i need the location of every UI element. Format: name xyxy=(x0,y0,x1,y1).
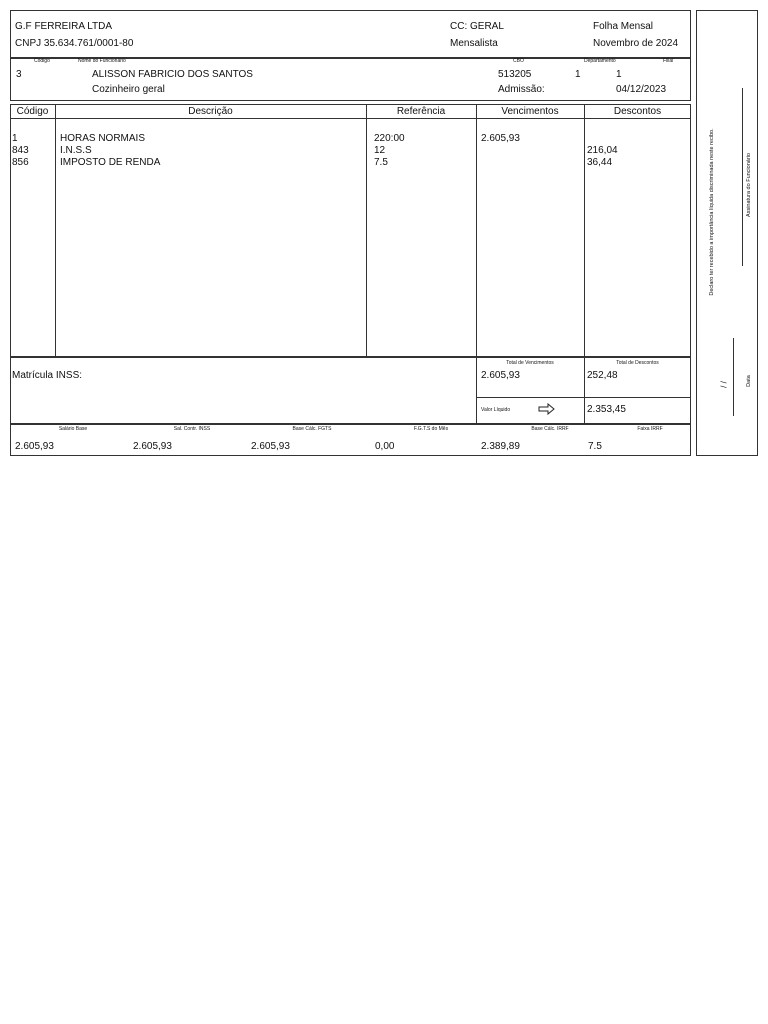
table-header-divider xyxy=(10,118,691,119)
employee-branch: 1 xyxy=(616,69,622,80)
total-deductions: 252,48 xyxy=(587,370,618,381)
employee-cbo: 513205 xyxy=(498,69,532,80)
row-reference: 12 xyxy=(374,145,386,156)
matricula-inss-label: Matrícula INSS: xyxy=(12,370,83,381)
base-label: Salário Base xyxy=(58,426,88,432)
company-cnpj: CNPJ 35.634.761/0001-80 xyxy=(15,38,134,49)
base-value: 2.605,93 xyxy=(251,441,290,452)
admission-date: 04/12/2023 xyxy=(616,84,667,95)
cost-center: CC: GERAL xyxy=(450,21,504,32)
row-reference: 7.5 xyxy=(374,157,388,168)
row-deductions: 216,04 xyxy=(587,145,618,156)
row-code: 843 xyxy=(12,145,29,156)
row-description: IMPOSTO DE RENDA xyxy=(60,157,161,168)
totals-divider xyxy=(584,357,585,424)
dept-label: Departamento xyxy=(584,58,616,64)
arrow-right-icon xyxy=(538,402,556,420)
net-value: 2.353,45 xyxy=(587,404,626,415)
header-deductions: Descontos xyxy=(613,106,662,117)
total-earnings-label: Total de Vencimentos xyxy=(506,360,554,366)
date-label: Data xyxy=(746,375,752,387)
total-earnings: 2.605,93 xyxy=(481,370,520,381)
employee-name: ALISSON FABRICIO DOS SANTOS xyxy=(92,69,253,80)
base-value: 0,00 xyxy=(375,441,395,452)
name-label: Nome do Funcionário xyxy=(78,58,126,64)
row-description: HORAS NORMAIS xyxy=(60,133,146,144)
header-reference: Referência xyxy=(396,106,446,117)
col-divider xyxy=(584,104,585,357)
base-label: Base Cálc. IRRF xyxy=(531,426,569,432)
branch-label: Filial xyxy=(663,58,674,64)
row-description: I.N.S.S xyxy=(60,145,92,156)
admission-label: Admissão: xyxy=(498,84,545,95)
header-description: Descrição xyxy=(188,106,233,117)
signature-label: Assinatura do Funcionário xyxy=(746,153,752,217)
receipt-declaration: Declaro ter recebido a importância líquida discriminada neste recibo. xyxy=(709,128,715,296)
col-divider xyxy=(366,104,367,357)
cbo-label: CBO xyxy=(513,58,524,64)
header-earnings: Vencimentos xyxy=(501,106,559,117)
base-label: Faixa IRRF xyxy=(637,426,663,432)
code-label: Código xyxy=(34,58,50,64)
date-slashes: / / xyxy=(719,381,729,388)
totals-divider xyxy=(476,397,691,398)
header-code: Código xyxy=(16,106,49,117)
base-value: 2.605,93 xyxy=(133,441,172,452)
row-deductions: 36,44 xyxy=(587,157,613,168)
totals-divider xyxy=(476,357,477,424)
row-code: 856 xyxy=(12,157,29,168)
employee-dept: 1 xyxy=(575,69,581,80)
base-label: Sal. Contr. INSS xyxy=(173,426,211,432)
col-divider xyxy=(55,104,56,357)
sheet-title: Folha Mensal xyxy=(593,21,654,32)
col-divider xyxy=(476,104,477,357)
period: Novembro de 2024 xyxy=(593,38,679,49)
payroll-type: Mensalista xyxy=(450,38,498,49)
net-value-label: Valor Líquido xyxy=(481,407,511,413)
base-label: F.G.T.S do Mês xyxy=(413,426,449,432)
base-value: 2.389,89 xyxy=(481,441,520,452)
employee-role: Cozinheiro geral xyxy=(92,84,165,95)
base-label: Base Cálc. FGTS xyxy=(292,426,332,432)
header-box xyxy=(10,10,691,58)
row-code: 1 xyxy=(12,133,18,144)
company-name: G.F FERREIRA LTDA xyxy=(15,21,113,32)
base-value: 7.5 xyxy=(588,441,602,452)
base-value: 2.605,93 xyxy=(15,441,54,452)
date-line xyxy=(733,338,734,416)
employee-code: 3 xyxy=(16,69,22,80)
row-reference: 220:00 xyxy=(374,133,405,144)
signature-line xyxy=(742,88,743,266)
total-deductions-label: Total de Descontos xyxy=(616,360,659,366)
row-earnings: 2.605,93 xyxy=(481,133,520,144)
